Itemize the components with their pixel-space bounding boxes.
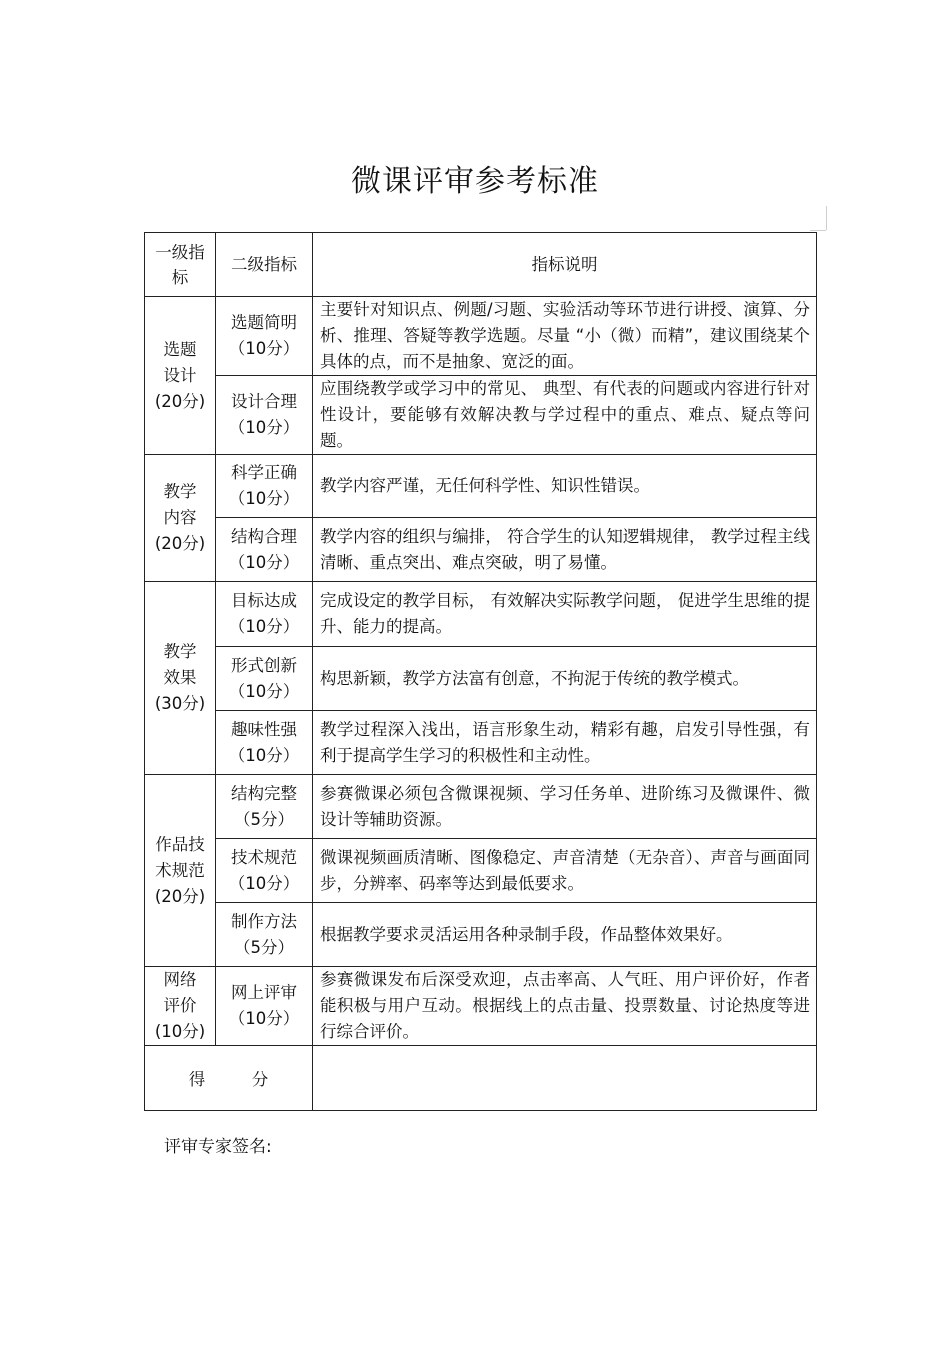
- sub-criterion-name: 网上评审: [231, 983, 297, 1002]
- group-name: [145, 297, 216, 455]
- sub-criterion-score: （5分）: [234, 937, 294, 957]
- table-row: [145, 582, 817, 647]
- criterion-description: 教学内容的组织与编排， 符合学生的认知逻辑规律， 教学过程主线清晰、重点突出、难点突破，明了易懂。: [313, 518, 817, 582]
- table-row: [145, 711, 817, 775]
- sub-criterion-score: （10分）: [228, 681, 300, 701]
- group-name: [145, 582, 216, 775]
- criterion-description: 微课视频画质清晰、图像稳定、声音清楚（无杂音）、声音与画面同步，分辨率、码率等达到最低要求。: [313, 839, 817, 903]
- sub-criterion-score: （10分）: [228, 617, 300, 636]
- sub-criterion-name: 结构合理: [231, 526, 297, 546]
- group-name-line: 教学: [163, 642, 197, 661]
- sub-criterion: [216, 903, 313, 967]
- score-label-char: 得: [188, 1070, 206, 1089]
- group-name-line: 教学: [163, 482, 197, 501]
- table-row: [145, 455, 817, 518]
- crop-mark: [826, 206, 827, 230]
- group-name-line: (10分): [154, 1022, 206, 1041]
- group-name-line: 评价: [163, 996, 197, 1015]
- header-level1-text: 一级指标: [155, 242, 205, 287]
- sub-criterion: [216, 967, 313, 1046]
- sub-criterion: [216, 455, 313, 518]
- sub-criterion-name: 设计合理: [231, 392, 297, 411]
- criterion-description: 教学过程深入浅出，语言形象生动，精彩有趣，启发引导性强，有利于提高学生学习的积极性和主动性。: [313, 711, 817, 775]
- page-title: 微课评审参考标准: [351, 164, 599, 199]
- header-desc: 指标说明: [313, 233, 817, 297]
- table-header-row: [145, 233, 817, 297]
- table-row: [145, 839, 817, 903]
- sub-criterion-name: 形式创新: [231, 655, 297, 675]
- criterion-description: 主要针对知识点、例题/习题、实验活动等环节进行讲授、演算、分析、推理、答疑等教学选题。尽量 “小（微）而精”，建议围绕某个具体的点，而不是抽象、宽泛的面。: [313, 297, 817, 376]
- group-name-line: 效果: [163, 668, 197, 687]
- score-row: [145, 1046, 817, 1111]
- sub-criterion-score: （10分）: [228, 552, 300, 572]
- sub-criterion-score: （5分）: [234, 809, 294, 829]
- table-row: [145, 903, 817, 967]
- signature-label: 评审专家签名:: [164, 1137, 272, 1157]
- table-row: [145, 775, 817, 839]
- group-name-line: 术规范: [155, 860, 205, 880]
- sub-criterion-score: （10分）: [228, 1009, 300, 1028]
- sub-criterion-score: （10分）: [228, 873, 300, 893]
- criterion-description: 参赛微课发布后深受欢迎，点击率高、人气旺、用户评价好，作者能积极与用户互动。根据线上的点击量、投票数量、讨论热度等进行综合评价。: [313, 967, 817, 1046]
- sub-criterion-name: 技术规范: [231, 847, 297, 867]
- table-row: [145, 647, 817, 711]
- criterion-description: 构思新颖，教学方法富有创意，不拘泥于传统的教学模式。: [313, 647, 817, 711]
- header-level2: 二级指标: [216, 233, 313, 297]
- sub-criterion: [216, 518, 313, 582]
- criterion-description: 参赛微课必须包含微课视频、学习任务单、进阶练习及微课件、微设计等辅助资源。: [313, 775, 817, 839]
- score-label: [145, 1046, 313, 1111]
- table-row: [145, 376, 817, 455]
- crop-mark: [810, 230, 826, 231]
- score-label-char: 分: [251, 1070, 269, 1089]
- sub-criterion-score: （10分）: [228, 489, 300, 508]
- group-name-line: 内容: [163, 508, 197, 527]
- group-name-line: (20分): [154, 534, 206, 553]
- sub-criterion-score: （10分）: [228, 339, 300, 358]
- group-name-line: 设计: [163, 365, 197, 385]
- group-name-line: (20分): [154, 886, 206, 906]
- sub-criterion: [216, 647, 313, 711]
- sub-criterion-name: 结构完整: [231, 783, 297, 803]
- criteria-table: [144, 232, 817, 1111]
- group-name-line: 网络: [163, 970, 197, 989]
- group-name: [145, 775, 216, 967]
- sub-criterion-name: 制作方法: [231, 911, 297, 931]
- sub-criterion: [216, 775, 313, 839]
- table-row: [145, 967, 817, 1046]
- group-name-line: (30分): [154, 694, 206, 713]
- criterion-description: 完成设定的教学目标， 有效解决实际教学问题， 促进学生思维的提升、能力的提高。: [313, 582, 817, 647]
- group-name-line: 作品技: [155, 834, 205, 854]
- sub-criterion: [216, 297, 313, 376]
- sub-criterion: [216, 711, 313, 775]
- criterion-description: 根据教学要求灵活运用各种录制手段，作品整体效果好。: [313, 903, 817, 967]
- group-name: [145, 967, 216, 1046]
- sub-criterion: [216, 839, 313, 903]
- criterion-description: 应围绕教学或学习中的常见、 典型、有代表的问题或内容进行针对性设计，要能够有效解决教与学过程中的重点、难点、疑点等问题。: [313, 376, 817, 455]
- sub-criterion: [216, 376, 313, 455]
- sub-criterion-score: （10分）: [228, 418, 300, 437]
- sub-criterion-name: 科学正确: [231, 463, 297, 482]
- group-name-line: 选题: [163, 339, 197, 359]
- group-name: [145, 455, 216, 582]
- sub-criterion-name: 趣味性强: [231, 719, 297, 739]
- table-row: [145, 297, 817, 376]
- table-row: [145, 518, 817, 582]
- criterion-description: 教学内容严谨，无任何科学性、知识性错误。: [313, 455, 817, 518]
- sub-criterion-name: 目标达成: [231, 591, 297, 610]
- sub-criterion: [216, 582, 313, 647]
- group-name-line: (20分): [154, 391, 206, 411]
- sub-criterion-score: （10分）: [228, 745, 300, 765]
- sub-criterion-name: 选题简明: [231, 313, 297, 332]
- score-value-cell[interactable]: [313, 1046, 817, 1111]
- header-level1: [145, 233, 216, 297]
